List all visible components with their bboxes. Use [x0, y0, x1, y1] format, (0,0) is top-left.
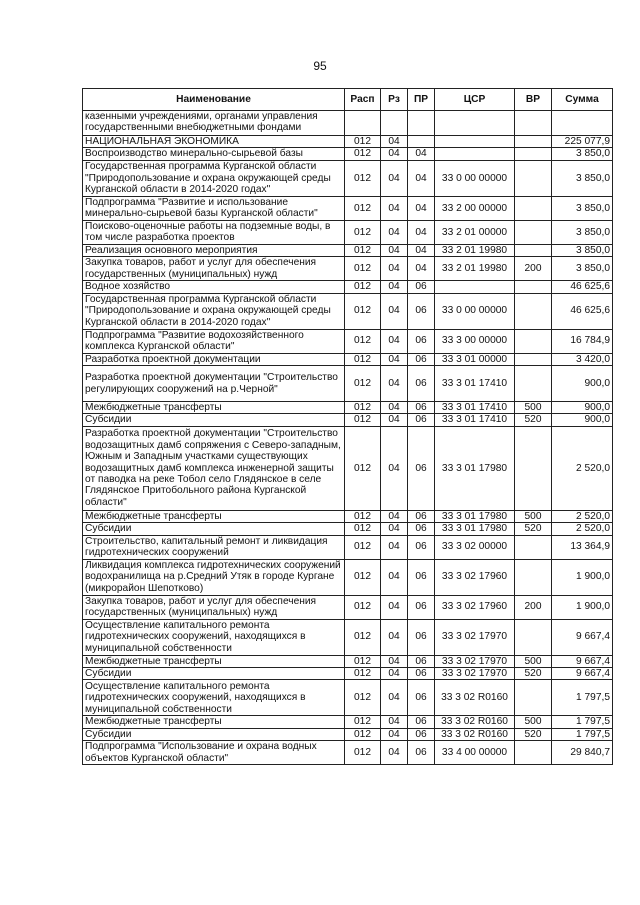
- cell-vr: [515, 329, 552, 353]
- cell-sum: 3 850,0: [552, 196, 613, 220]
- cell-rasp: 012: [345, 402, 381, 414]
- cell-csr: 33 3 01 17980: [435, 510, 515, 522]
- cell-name: НАЦИОНАЛЬНАЯ ЭКОНОМИКА: [83, 136, 345, 148]
- cell-vr: [515, 293, 552, 329]
- cell-csr: 33 3 01 17980: [435, 523, 515, 535]
- header-rasp: Расп: [345, 89, 381, 111]
- table-row: [83, 523, 613, 535]
- header-name: Наименование: [83, 89, 345, 111]
- cell-name: Межбюджетные трансферты: [83, 655, 345, 667]
- cell-rasp: 012: [345, 220, 381, 244]
- cell-rasp: 012: [345, 353, 381, 365]
- cell-sum: 225 077,9: [552, 136, 613, 148]
- cell-name: Межбюджетные трансферты: [83, 510, 345, 522]
- table-row: [83, 402, 613, 414]
- table-row: [83, 257, 613, 281]
- cell-pr: 04: [408, 148, 435, 160]
- cell-csr: 33 3 00 00000: [435, 329, 515, 353]
- cell-csr: 33 0 00 00000: [435, 160, 515, 196]
- table-row: [83, 535, 613, 559]
- cell-rz: 04: [381, 220, 408, 244]
- table-row: [83, 136, 613, 148]
- cell-name: Подпрограмма "Развитие водохозяйственного комплекса Курганской области": [83, 329, 345, 353]
- cell-sum: 3 850,0: [552, 148, 613, 160]
- cell-vr: 200: [515, 257, 552, 281]
- cell-name: Разработка проектной документации "Строительство водозащитных дамб сопряжения с Северо-западным, Южным и Западным участками существующих водозащитных дамб комплекса инженерной защиты от паводка на реке Тобол село Глядянское в селе Глядянское Притобольного района Курганской области": [83, 426, 345, 510]
- cell-rz: [381, 111, 408, 136]
- cell-pr: 06: [408, 414, 435, 426]
- cell-name: Государственная программа Курганской области "Природопользование и охрана окружающей среды Курганской области в 2014-2020 годах": [83, 293, 345, 329]
- cell-rasp: 012: [345, 136, 381, 148]
- cell-sum: 3 850,0: [552, 244, 613, 256]
- cell-rz: 04: [381, 668, 408, 680]
- cell-rz: 04: [381, 680, 408, 716]
- cell-pr: 06: [408, 728, 435, 740]
- table-row: [83, 655, 613, 667]
- cell-rz: 04: [381, 366, 408, 402]
- table-row: [83, 619, 613, 655]
- cell-name: Закупка товаров, работ и услуг для обеспечения государственных (муниципальных) нужд: [83, 595, 345, 619]
- cell-rz: 04: [381, 402, 408, 414]
- cell-name: Разработка проектной документации: [83, 353, 345, 365]
- cell-csr: 33 2 00 00000: [435, 196, 515, 220]
- cell-rz: 04: [381, 353, 408, 365]
- cell-pr: 06: [408, 668, 435, 680]
- cell-rasp: 012: [345, 523, 381, 535]
- cell-sum: 9 667,4: [552, 655, 613, 667]
- cell-sum: 900,0: [552, 402, 613, 414]
- cell-rz: 04: [381, 741, 408, 765]
- table-row: [83, 293, 613, 329]
- table-row: [83, 559, 613, 595]
- cell-vr: [515, 196, 552, 220]
- cell-sum: 3 420,0: [552, 353, 613, 365]
- table-row: [83, 111, 613, 136]
- page-number: 95: [313, 59, 327, 73]
- cell-rasp: 012: [345, 680, 381, 716]
- cell-rasp: 012: [345, 366, 381, 402]
- cell-csr: 33 3 02 R0160: [435, 728, 515, 740]
- table-row: [83, 414, 613, 426]
- header-pr: ПР: [408, 89, 435, 111]
- cell-rz: 04: [381, 728, 408, 740]
- cell-name: Межбюджетные трансферты: [83, 402, 345, 414]
- cell-rz: 04: [381, 293, 408, 329]
- cell-sum: 13 364,9: [552, 535, 613, 559]
- cell-name: Ликвидация комплекса гидротехнических сооружений водохранилища на р.Средний Утяк в городе Кургане (микрорайон Шепотково): [83, 559, 345, 595]
- cell-name: Строительство, капитальный ремонт и ликвидация гидротехнических сооружений: [83, 535, 345, 559]
- cell-name: Подпрограмма "Использование и охрана водных объектов Курганской области": [83, 741, 345, 765]
- cell-rasp: 012: [345, 329, 381, 353]
- cell-rasp: 012: [345, 426, 381, 510]
- table-row: [83, 244, 613, 256]
- cell-name: Субсидии: [83, 523, 345, 535]
- cell-pr: 04: [408, 160, 435, 196]
- cell-csr: [435, 148, 515, 160]
- cell-csr: 33 3 02 17960: [435, 559, 515, 595]
- table-row: [83, 510, 613, 522]
- cell-pr: 06: [408, 655, 435, 667]
- cell-vr: 500: [515, 402, 552, 414]
- cell-csr: 33 3 01 17410: [435, 366, 515, 402]
- cell-sum: 2 520,0: [552, 426, 613, 510]
- table-row: [83, 716, 613, 728]
- cell-rz: 04: [381, 716, 408, 728]
- cell-rasp: 012: [345, 728, 381, 740]
- cell-rz: 04: [381, 136, 408, 148]
- cell-rasp: 012: [345, 244, 381, 256]
- cell-name: Закупка товаров, работ и услуг для обеспечения государственных (муниципальных) нужд: [83, 257, 345, 281]
- cell-rasp: 012: [345, 741, 381, 765]
- cell-csr: 33 0 00 00000: [435, 293, 515, 329]
- table-row: [83, 426, 613, 510]
- cell-rz: 04: [381, 619, 408, 655]
- table-row: [83, 741, 613, 765]
- cell-pr: 06: [408, 595, 435, 619]
- cell-pr: 06: [408, 741, 435, 765]
- cell-rasp: 012: [345, 655, 381, 667]
- cell-name: Реализация основного мероприятия: [83, 244, 345, 256]
- cell-rz: 04: [381, 257, 408, 281]
- cell-sum: 1 797,5: [552, 728, 613, 740]
- cell-vr: [515, 244, 552, 256]
- cell-csr: 33 3 02 00000: [435, 535, 515, 559]
- cell-csr: 33 2 01 19980: [435, 244, 515, 256]
- cell-vr: [515, 220, 552, 244]
- cell-vr: [515, 281, 552, 293]
- cell-pr: 06: [408, 281, 435, 293]
- cell-vr: 500: [515, 716, 552, 728]
- cell-csr: [435, 281, 515, 293]
- cell-rasp: 012: [345, 257, 381, 281]
- cell-csr: 33 3 02 17970: [435, 619, 515, 655]
- cell-pr: 06: [408, 559, 435, 595]
- cell-rasp: 012: [345, 716, 381, 728]
- header-sum: Сумма: [552, 89, 613, 111]
- cell-sum: 46 625,6: [552, 281, 613, 293]
- cell-vr: [515, 136, 552, 148]
- cell-csr: 33 4 00 00000: [435, 741, 515, 765]
- cell-csr: 33 3 02 R0160: [435, 680, 515, 716]
- cell-name: Субсидии: [83, 414, 345, 426]
- cell-pr: 06: [408, 293, 435, 329]
- cell-sum: 9 667,4: [552, 668, 613, 680]
- cell-name: Осуществление капитального ремонта гидротехнических сооружений, находящихся в муниципальной собственности: [83, 619, 345, 655]
- cell-rasp: 012: [345, 293, 381, 329]
- cell-pr: [408, 136, 435, 148]
- budget-table: [82, 88, 613, 765]
- cell-rz: 04: [381, 329, 408, 353]
- cell-rz: 04: [381, 535, 408, 559]
- cell-rasp: 012: [345, 619, 381, 655]
- table-row: [83, 680, 613, 716]
- cell-csr: [435, 111, 515, 136]
- cell-rasp: 012: [345, 148, 381, 160]
- cell-rz: 04: [381, 148, 408, 160]
- cell-rz: 04: [381, 510, 408, 522]
- cell-pr: 06: [408, 619, 435, 655]
- cell-vr: [515, 680, 552, 716]
- cell-pr: 06: [408, 680, 435, 716]
- cell-csr: 33 3 01 17410: [435, 402, 515, 414]
- cell-vr: [515, 111, 552, 136]
- cell-rz: 04: [381, 414, 408, 426]
- table-row: [83, 196, 613, 220]
- cell-rz: 04: [381, 244, 408, 256]
- cell-csr: 33 3 01 17410: [435, 414, 515, 426]
- cell-rasp: 012: [345, 414, 381, 426]
- table-header-row: [83, 89, 613, 111]
- cell-csr: 33 3 02 17970: [435, 655, 515, 667]
- cell-csr: 33 3 02 17970: [435, 668, 515, 680]
- table-row: [83, 353, 613, 365]
- cell-rz: 04: [381, 595, 408, 619]
- cell-name: Подпрограмма "Развитие и использование минерально-сырьевой базы Курганской области": [83, 196, 345, 220]
- cell-pr: [408, 111, 435, 136]
- cell-pr: 04: [408, 220, 435, 244]
- cell-sum: 2 520,0: [552, 523, 613, 535]
- cell-vr: 520: [515, 414, 552, 426]
- cell-pr: 06: [408, 716, 435, 728]
- cell-vr: [515, 148, 552, 160]
- cell-vr: [515, 160, 552, 196]
- cell-sum: 3 850,0: [552, 257, 613, 281]
- cell-name: Субсидии: [83, 668, 345, 680]
- cell-rasp: 012: [345, 595, 381, 619]
- cell-csr: 33 3 01 00000: [435, 353, 515, 365]
- table-row: [83, 220, 613, 244]
- cell-pr: 06: [408, 535, 435, 559]
- cell-rasp: 012: [345, 535, 381, 559]
- table-row: [83, 148, 613, 160]
- cell-name: Межбюджетные трансферты: [83, 716, 345, 728]
- cell-sum: 1 797,5: [552, 680, 613, 716]
- cell-rz: 04: [381, 559, 408, 595]
- cell-rz: 04: [381, 523, 408, 535]
- cell-name: Воспроизводство минерально-сырьевой базы: [83, 148, 345, 160]
- cell-rasp: 012: [345, 668, 381, 680]
- cell-vr: [515, 353, 552, 365]
- cell-pr: 06: [408, 402, 435, 414]
- table-row: [83, 366, 613, 402]
- cell-sum: 900,0: [552, 366, 613, 402]
- cell-sum: 16 784,9: [552, 329, 613, 353]
- table-row: [83, 160, 613, 196]
- cell-vr: [515, 426, 552, 510]
- cell-pr: 06: [408, 510, 435, 522]
- cell-pr: 06: [408, 329, 435, 353]
- table-row: [83, 281, 613, 293]
- cell-csr: 33 2 01 00000: [435, 220, 515, 244]
- cell-vr: [515, 559, 552, 595]
- cell-name: казенными учреждениями, органами управления государственными внебюджетными фондами: [83, 111, 345, 136]
- cell-rasp: 012: [345, 160, 381, 196]
- cell-name: Государственная программа Курганской области "Природопользование и охрана окружающей среды Курганской области в 2014-2020 годах": [83, 160, 345, 196]
- cell-vr: 500: [515, 655, 552, 667]
- cell-rz: 04: [381, 160, 408, 196]
- cell-name: Поисково-оценочные работы на подземные воды, в том числе разработка проектов: [83, 220, 345, 244]
- cell-rasp: [345, 111, 381, 136]
- cell-pr: 06: [408, 366, 435, 402]
- header-rz: Рз: [381, 89, 408, 111]
- cell-vr: 520: [515, 668, 552, 680]
- cell-pr: 04: [408, 257, 435, 281]
- cell-sum: 3 850,0: [552, 160, 613, 196]
- cell-vr: 520: [515, 728, 552, 740]
- cell-sum: 2 520,0: [552, 510, 613, 522]
- cell-sum: 46 625,6: [552, 293, 613, 329]
- cell-vr: [515, 366, 552, 402]
- cell-rasp: 012: [345, 196, 381, 220]
- cell-name: Водное хозяйство: [83, 281, 345, 293]
- cell-csr: 33 3 02 R0160: [435, 716, 515, 728]
- table-row: [83, 595, 613, 619]
- table-row: [83, 668, 613, 680]
- cell-rz: 04: [381, 426, 408, 510]
- table-row: [83, 329, 613, 353]
- cell-pr: 06: [408, 426, 435, 510]
- cell-rz: 04: [381, 655, 408, 667]
- cell-sum: 29 840,7: [552, 741, 613, 765]
- cell-name: Разработка проектной документации "Строительство регулирующих сооружений на р.Черной": [83, 366, 345, 402]
- cell-sum: 1 900,0: [552, 559, 613, 595]
- cell-rasp: 012: [345, 559, 381, 595]
- cell-sum: 3 850,0: [552, 220, 613, 244]
- cell-csr: [435, 136, 515, 148]
- cell-pr: 04: [408, 196, 435, 220]
- cell-vr: 520: [515, 523, 552, 535]
- cell-rasp: 012: [345, 281, 381, 293]
- cell-sum: 1 900,0: [552, 595, 613, 619]
- cell-name: Субсидии: [83, 728, 345, 740]
- cell-name: Осуществление капитального ремонта гидротехнических сооружений, находящихся в муниципальной собственности: [83, 680, 345, 716]
- cell-csr: 33 3 01 17980: [435, 426, 515, 510]
- header-vr: ВР: [515, 89, 552, 111]
- cell-vr: [515, 741, 552, 765]
- cell-pr: 04: [408, 244, 435, 256]
- cell-vr: [515, 619, 552, 655]
- cell-vr: 200: [515, 595, 552, 619]
- cell-csr: 33 3 02 17960: [435, 595, 515, 619]
- cell-sum: 9 667,4: [552, 619, 613, 655]
- cell-rz: 04: [381, 196, 408, 220]
- cell-rz: 04: [381, 281, 408, 293]
- cell-pr: 06: [408, 353, 435, 365]
- cell-vr: [515, 535, 552, 559]
- cell-vr: 500: [515, 510, 552, 522]
- cell-rasp: 012: [345, 510, 381, 522]
- cell-sum: 1 797,5: [552, 716, 613, 728]
- cell-sum: [552, 111, 613, 136]
- cell-sum: 900,0: [552, 414, 613, 426]
- cell-pr: 06: [408, 523, 435, 535]
- table-row: [83, 728, 613, 740]
- header-csr: ЦСР: [435, 89, 515, 111]
- cell-csr: 33 2 01 19980: [435, 257, 515, 281]
